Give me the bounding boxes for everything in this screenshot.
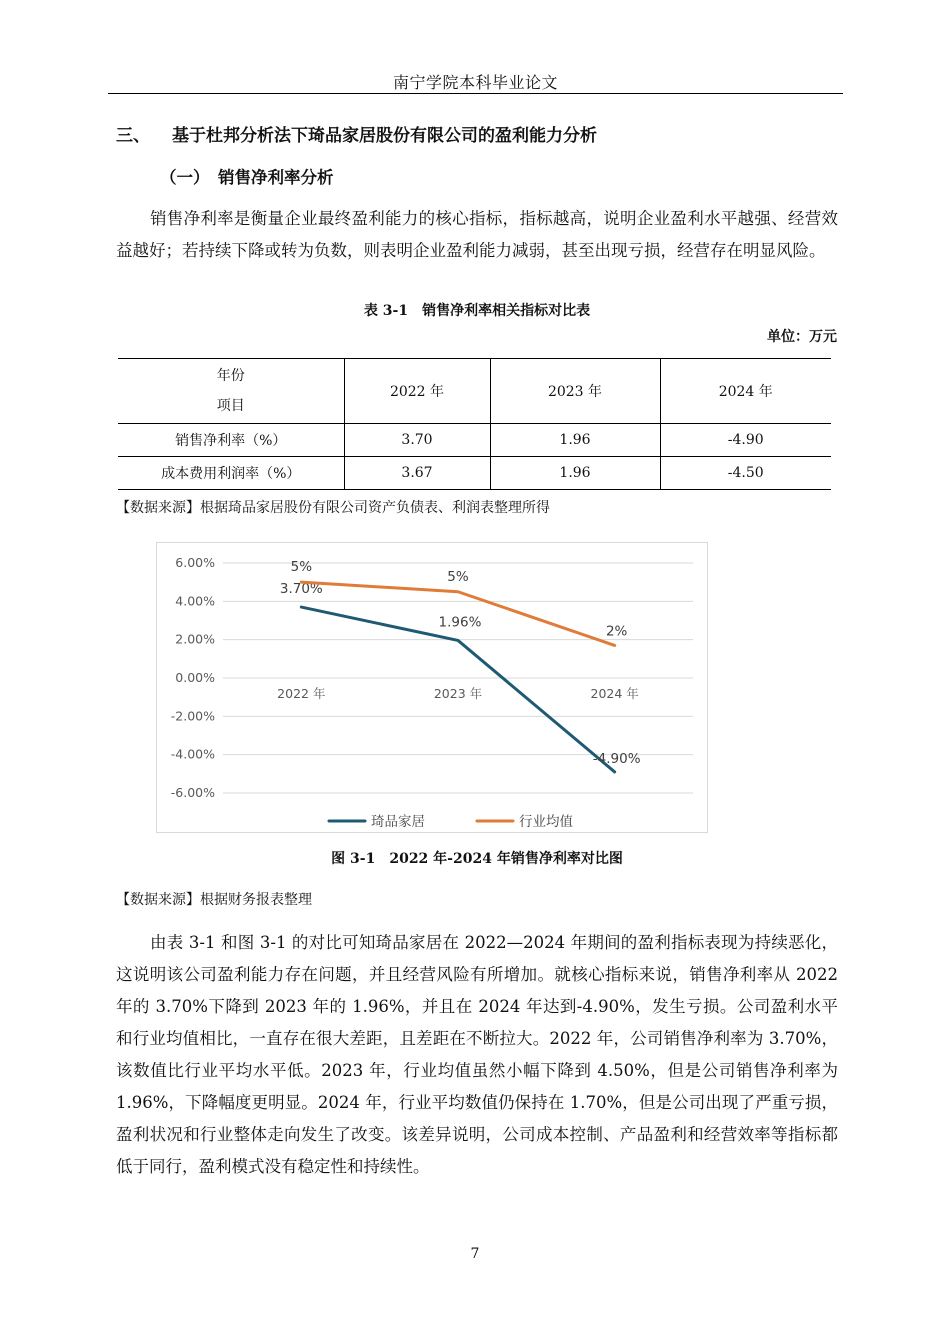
table-source-note: 【数据来源】根据琦品家居股份有限公司资产负债表、利润表整理所得: [116, 500, 550, 516]
y-tick-label: -2.00%: [170, 708, 215, 724]
data-label: 3.70%: [279, 581, 323, 598]
analysis-paragraph: 由表 3-1 和图 3-1 的对比可知琦品家居在 2022—2024 年期间的盈利指标表现为持续恶化，这说明该公司盈利能力存在问题，并且经营风险有所增加。就核心指标来说，销售净利率从 2022 年的 3.70%下降到 2023 年的 1.96%，并且在 2024 年达到-4.90%，发生亏损。公司盈利水平和行业均值相比，一直存在很大差距，且差距在不断拉大。2022 年，公司销售净利率为 3.70%，该数值比行业平均水平低。2023 年，行业均值虽然小幅下降到 4.50%，但是公司销售净利率为 1.96%，下降幅度更明显。2024 年，行业平均数值仍保持在 1.70%，但是公司出现了严重亏损，盈利状况和行业整体走向发生了改变。该差异说明，公司成本控制、产品盈利和经营效率等指标都低于同行，盈利模式没有稳定性和持续性。: [116, 933, 838, 1176]
table-row: [118, 424, 831, 457]
y-tick-label: -4.00%: [170, 746, 215, 762]
data-label: 5%: [447, 568, 469, 585]
intro-paragraph: 销售净利率是衡量企业最终盈利能力的核心指标，指标越高，说明企业盈利水平越强、经营效益越好；若持续下降或转为负数，则表明企业盈利能力减弱，甚至出现亏损，经营存在明显风险。: [116, 209, 838, 260]
data-label: 5%: [290, 559, 313, 576]
section-title: 基于杜邦分析法下琦品家居股份有限公司的盈利能力分析: [172, 126, 597, 146]
table-cell: 1.96: [490, 457, 660, 490]
table-cell: -4.50: [660, 457, 831, 490]
y-tick-label: -6.00%: [170, 785, 215, 800]
table-cell: 3.67: [344, 457, 490, 490]
header-rule: [108, 93, 843, 94]
y-tick-label: 2.00%: [175, 631, 215, 647]
x-tick-label: 2022 年: [277, 686, 326, 701]
legend-label: 琦品家居: [371, 814, 425, 830]
chart-svg: [157, 543, 707, 832]
table-row: [118, 457, 831, 490]
column-header: 2023 年: [490, 359, 660, 424]
net-margin-chart: [156, 542, 708, 833]
table-corner-cell: [118, 359, 344, 424]
table-header-row: [118, 359, 831, 424]
column-header: 2022 年: [344, 359, 490, 424]
column-header: 2024 年: [660, 359, 831, 424]
y-tick-label: 4.00%: [175, 593, 215, 609]
legend-label: 行业均值: [519, 814, 573, 830]
data-label: 1.96%: [438, 614, 482, 631]
section-heading: [116, 121, 597, 146]
subsection-number: （一）: [160, 168, 210, 187]
page-number: 7: [470, 1246, 480, 1262]
corner-year-label: 年份: [216, 368, 245, 384]
page-header: 南宁学院本科毕业论文: [392, 73, 558, 92]
figure-caption: 图 3-1 2022 年-2024 年销售净利率对比图: [331, 851, 623, 867]
section-number: 三、: [116, 126, 150, 146]
row-label: 销售净利率（%）: [118, 424, 344, 457]
y-tick-label: 0.00%: [175, 670, 215, 685]
table-cell: 1.96: [490, 424, 660, 457]
y-tick-label: 6.00%: [175, 555, 215, 570]
x-tick-label: 2023 年: [433, 686, 483, 701]
corner-item-label: 项目: [216, 398, 245, 414]
table-unit: 单位：万元: [767, 329, 837, 345]
data-label: -4.90%: [592, 750, 641, 767]
table-caption: 表 3-1 销售净利率相关指标对比表: [363, 303, 591, 319]
subsection-title: 销售净利率分析: [218, 168, 334, 187]
table-cell: 3.70: [344, 424, 490, 457]
figure-source-note: 【数据来源】根据财务报表整理: [116, 892, 312, 908]
data-label: 2%: [605, 623, 628, 640]
net-margin-table: [118, 358, 831, 490]
subsection-heading: [160, 164, 334, 188]
table-cell: -4.90: [660, 424, 831, 457]
row-label: 成本费用利润率（%）: [118, 457, 344, 490]
x-tick-label: 2024 年: [590, 686, 639, 701]
